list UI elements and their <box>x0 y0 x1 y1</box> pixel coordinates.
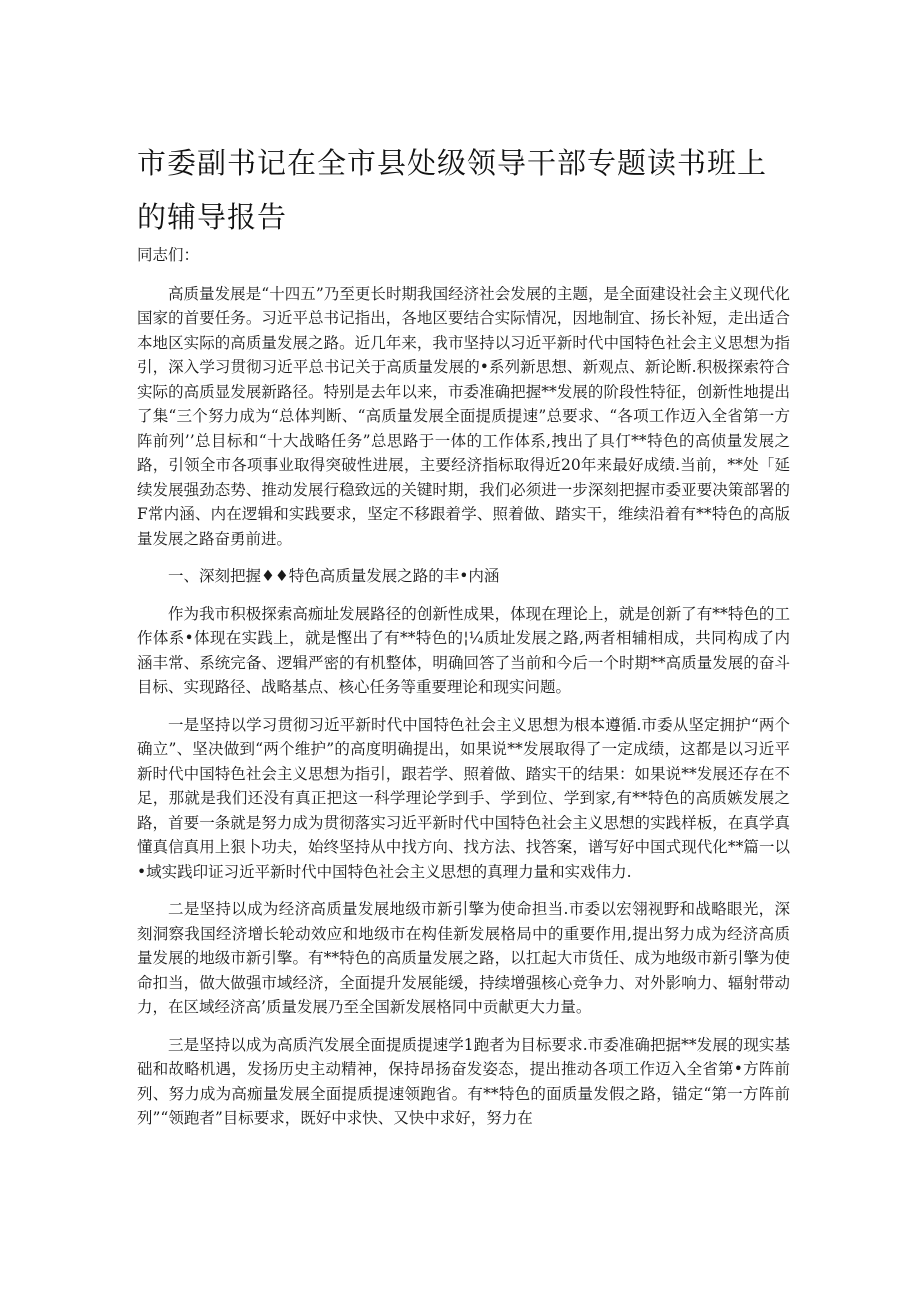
paragraph-point-1: 一是坚持以学习贯彻习近平新时代中国特色社会主义思想为根本遵循.市委从坚定拥护“两个确立”、坚决做到“两个维护”的高度明确提出，如果说**发展取得了一定成绩，这都是以习近平新时代中国特色社会主义思想为指引，跟若学、照着做、踏实干的结果：如果说**发展还存在不足，那就是我们还没有真正把这一科学理论学到手、学到位、学到家,有**特色的高质嫉发展之路，首要一条就是努力成为贯彻落实习近平新时代中国特色社会主义思想的实践样板，在真学真懂真信真用上狠卜功夫，始终坚持从中找方向、找方法、找答案，谱写好中国式现代化**篇一以•域实践印证习近平新时代中国特色社会主义思想的真理力量和实戏伟力. <box>137 715 790 881</box>
salutation: 同志们： <box>137 246 200 264</box>
paragraph-intro: 高质量发展是“十四五”乃至更长时期我国经济社会发展的主题，是全面建设社会主义现代化国家的首要任务。习近平总书记指出，各地区要结合实际情况，因地制宜、扬长补短，走出适合本地区实际的高质量发展之路。近几年来，我市坚持以习近平新时代中国特色社会主义思想为指引，深入学习贯彻习近平总书记关于高质量发展的•系列新思想、新观点、新论断.积极探索符合实际的高质显发展新路径。特别是去年以来，市委准确把握**发展的阶段性特征，创新性地提出了集“三个努力成为“总体判断、“高质量发展全面提质提速”总要求、“各项工作迈入全省第一方阵前列’’总目标和“十大战略任务”总思路于一体的工作体系,拽出了具仃**特色的高侦量发展之路，引领全市各项事业取得突破性进展，主要经济指标取得近20年来最好成绩.当前，**处「延续发展强劲态势、推动发展行稳致远的关键时期，我们必须进一步深刻把握市委亚要决策部署的F常内涵、内在逻辑和实践要求，坚定不移跟着学、照着做、踏实干，维续沿着有**特色的高版量发展之路奋勇前进。 <box>137 284 790 548</box>
paragraph-point-3: 三是坚持以成为高质汽发展全面提质提速学1跑者为目标要求.市委准确把据**发展的现实基础和故略机遇，发扬历史主动精神，保持昂扬奋发姿态，提出推动各项工作迈入全省第•方阵前列、努力成为高痂量发展全面提质提速领跑省。有**特色的面质量发假之路，锚定“第一方阵前列”“领跑者”目标要求，既好中求快、又快中求好，努力在 <box>137 1035 790 1127</box>
page-title: 市委副书记在全市县处级领导干部专题读书班上的辅导报告 <box>137 146 768 234</box>
section-heading-1: 一、深刻把握♦♦特色高质量发展之路的丰•内涵 <box>168 567 500 585</box>
paragraph-section-1-intro: 作为我市积极探索高痂址发展路径的创新性成果，体现在理论上，就是创新了有**特色的工作体系•体现在实践上，就是慳出了有**特色的¦¼质址发展之路,两者相辅相成，共同构成了内涵丰常、系统完备、逻辑严密的有机整体，明确回答了当前和今后一个时期**高质量发展的奋斗目标、实现路径、战略基点、核心任务等重要理论和现实问题。 <box>137 604 790 696</box>
paragraph-point-2: 二是坚持以成为经济高质量发展地级市新引擎为使命担当.市委以宏翎视野和战略眼光，深刻洞察我国经济增长轮动效应和地级市在构佳新发展格局中的重要作用,提出努力成为经济高质量发展的地级市新引擎。有**特色的高质量发展之路，以扛起大市货任、成为地级市新引擎为使命扣当，做大做强市域经济，全面提升发展能缓，持续增强核心竞争力、对外影响力、辐射带动力，在区域经济高’质量发展乃至全国新发展格同中贡献更大力量。 <box>137 900 790 1016</box>
document-body <box>137 243 790 1144</box>
